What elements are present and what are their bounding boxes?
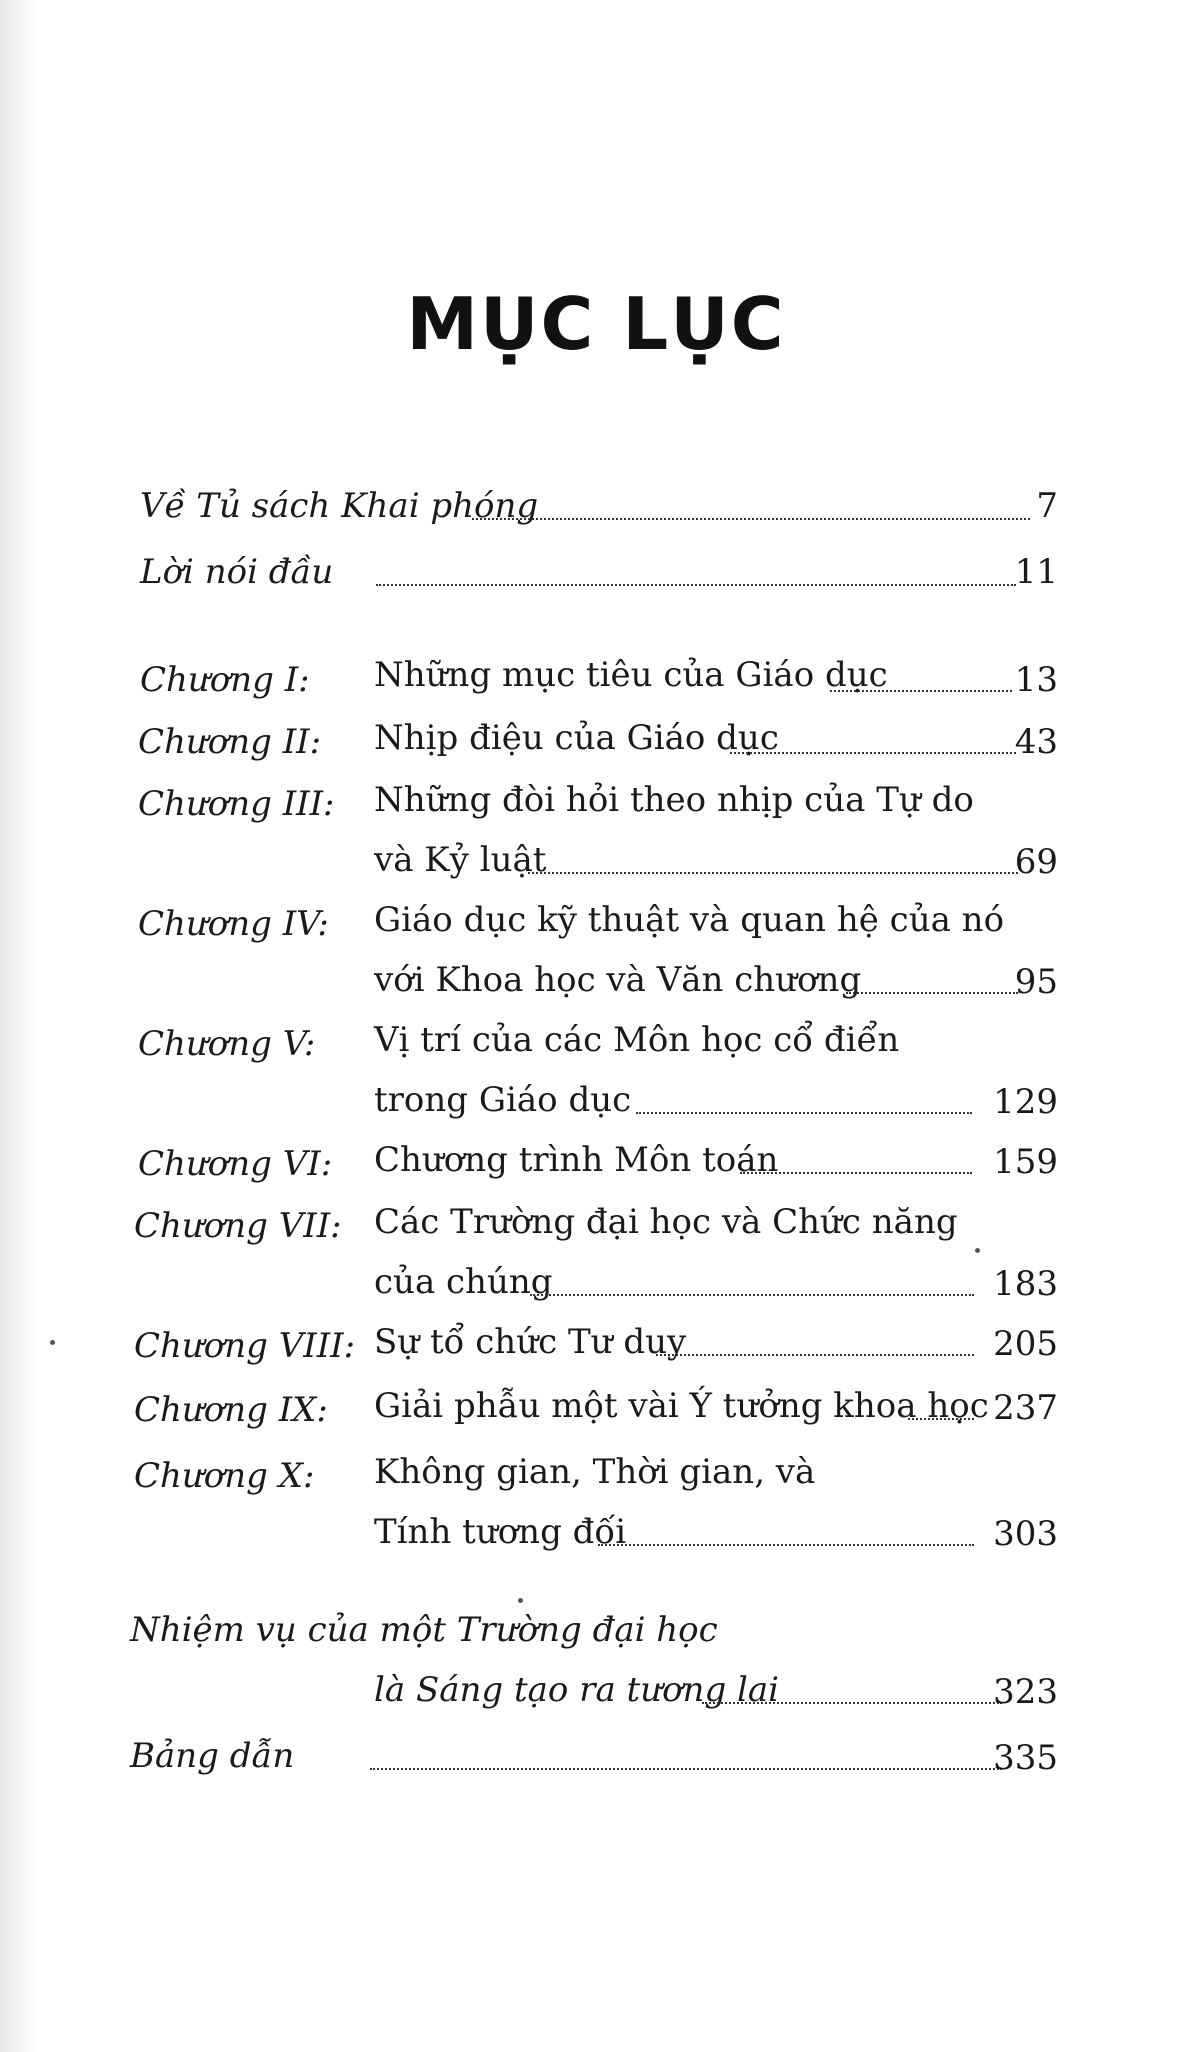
entry-page-number: 159: [993, 1142, 1058, 1182]
entry-page-number: 323: [993, 1672, 1058, 1712]
entry-title: Lời nói đầu: [140, 552, 334, 592]
dot-leader: [908, 1418, 974, 1420]
chapter-title-line: và Kỷ luật: [374, 840, 547, 880]
entry-page-number: 205: [993, 1324, 1058, 1364]
chapter-title-line: Giáo dục kỹ thuật và quan hệ của nó: [374, 900, 1005, 940]
dot-leader: [598, 1544, 974, 1546]
page-title: MỤC LỤC: [406, 282, 786, 366]
entry-page-number: 7: [1036, 486, 1058, 526]
entry-page-number: 43: [1014, 722, 1058, 762]
entry-title: Về Tủ sách Khai phóng: [140, 486, 539, 526]
chapter-title-line: Những mục tiêu của Giáo dục: [374, 655, 888, 695]
chapter-title-line: Chương trình Môn toán: [374, 1140, 779, 1180]
print-speck: [518, 1598, 523, 1603]
dot-leader: [376, 584, 1016, 586]
entry-title-line: Nhiệm vụ của một Trường đại học: [130, 1610, 718, 1650]
dot-leader: [830, 690, 1012, 692]
print-speck: [50, 1340, 55, 1345]
chapter-label: Chương VIII:: [134, 1326, 356, 1366]
chapter-title-line: Những đòi hỏi theo nhịp của Tự do: [374, 780, 974, 820]
dot-leader: [740, 1172, 972, 1174]
entry-page-number: 237: [993, 1388, 1058, 1428]
chapter-title-line: trong Giáo dục: [374, 1080, 632, 1120]
entry-page-number: 303: [993, 1514, 1058, 1554]
entry-page-number: 11: [1014, 552, 1058, 592]
entry-page-number: 335: [993, 1738, 1058, 1778]
dot-leader: [702, 1702, 1002, 1704]
chapter-label: Chương VI:: [138, 1144, 333, 1184]
chapter-label: Chương V:: [138, 1024, 316, 1064]
dot-leader: [530, 1294, 974, 1296]
entry-page-number: 13: [1014, 660, 1058, 700]
chapter-title-line: Giải phẫu một vài Ý tưởng khoa học: [374, 1386, 989, 1426]
dot-leader: [528, 872, 1018, 874]
dot-leader: [730, 752, 1016, 754]
chapter-label: Chương VII:: [134, 1206, 342, 1246]
entry-page-number: 183: [993, 1264, 1058, 1304]
chapter-title-line: Sự tổ chức Tư duy: [374, 1322, 687, 1362]
chapter-title-line: Tính tương đối: [374, 1512, 627, 1552]
print-speck: [975, 1248, 980, 1253]
entry-page-number: 95: [1014, 962, 1058, 1002]
chapter-title-line: Nhịp điệu của Giáo dục: [374, 718, 779, 758]
chapter-label: Chương IV:: [138, 904, 329, 944]
chapter-title-line: của chúng: [374, 1262, 553, 1302]
chapter-label: Chương II:: [138, 722, 322, 762]
dot-leader: [656, 1354, 974, 1356]
chapter-label: Chương III:: [138, 784, 335, 824]
dot-leader: [370, 1768, 1002, 1770]
chapter-title-line: Không gian, Thời gian, và: [374, 1452, 816, 1492]
dot-leader: [472, 518, 1030, 520]
entry-page-number: 129: [993, 1082, 1058, 1122]
dot-leader: [636, 1112, 972, 1114]
entry-title-line: là Sáng tạo ra tương lai: [374, 1670, 780, 1710]
chapter-title-line: với Khoa học và Văn chương: [374, 960, 862, 1000]
chapter-label: Chương IX:: [134, 1390, 328, 1430]
entry-title: Bảng dẫn: [130, 1736, 295, 1776]
chapter-label: Chương X:: [134, 1456, 315, 1496]
chapter-label: Chương I:: [140, 660, 310, 700]
entry-page-number: 69: [1014, 842, 1058, 882]
chapter-title-line: Vị trí của các Môn học cổ điển: [374, 1020, 900, 1060]
chapter-title-line: Các Trường đại học và Chức năng: [374, 1202, 958, 1242]
